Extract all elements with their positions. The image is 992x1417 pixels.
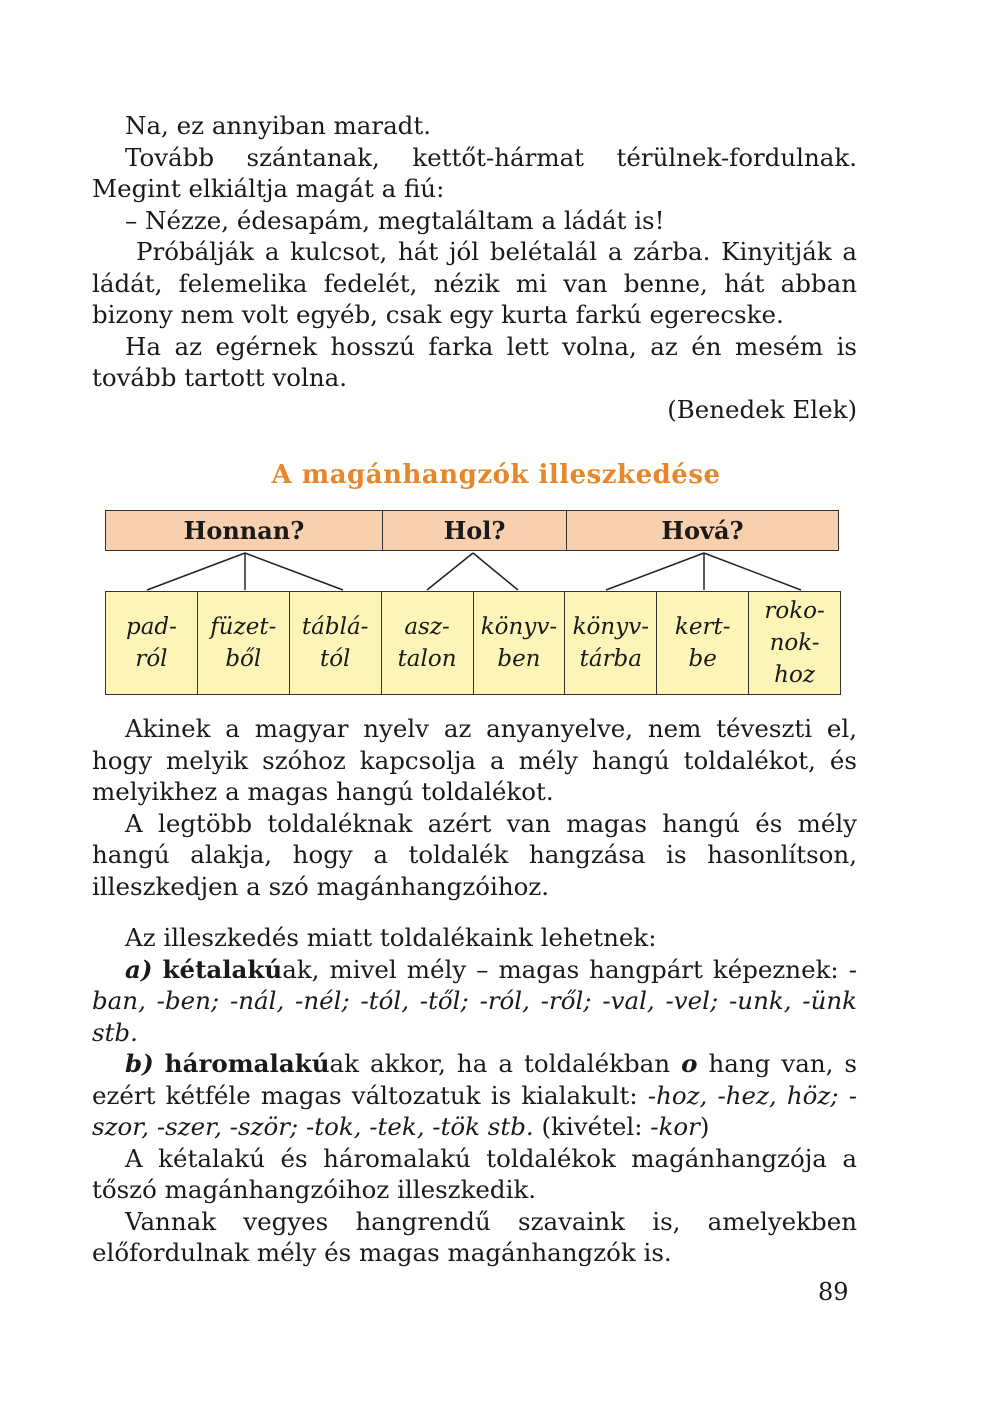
table-cell-row	[105, 591, 841, 695]
body-paragraph: Az illeszkedés miatt toldalékaink lehetnek:	[125, 923, 657, 952]
item-b-exception-value: -kor	[650, 1112, 700, 1141]
item-b-examples: -hoz, -hez, höz; -szor, -szer, -ször; -tok, -tek, -tök stb.	[92, 1080, 858, 1141]
page-number: 89	[818, 1278, 849, 1306]
item-b-text: ak akkor, ha a toldalékban	[329, 1049, 670, 1078]
item-a-label: a)	[125, 954, 153, 984]
table-cell: kert- be	[657, 592, 749, 694]
item-b-label: b)	[125, 1049, 154, 1078]
connector-line	[147, 553, 245, 590]
author-credit: (Benedek Elek)	[667, 394, 857, 424]
item-b-exception-label: (kivétel:	[541, 1112, 643, 1141]
item-a-text: ak, mivel mély – magas hangpárt képeznek:	[282, 954, 839, 984]
story-paragraph: – Nézze, édesapám, megtaláltam a ládát is!	[125, 205, 665, 235]
header-hova: Hová?	[661, 516, 744, 545]
table-cell: könyv- tárba	[565, 592, 657, 694]
story-paragraph: Próbálják a kulcsot, hát jól belétalál a zárba. Kinyitják a ládát, felemelika fedelét, nézik mi van benne, hát abban bizony nem volt egyéb, csak egy kurta farkú egerecske.	[92, 237, 857, 329]
header-hol: Hol?	[383, 511, 567, 550]
body-paragraph: A kétalakú és háromalakú toldalékok magánhangzója a tőszó magánhangzóihoz illeszkedik.	[92, 1143, 857, 1204]
body-paragraph: Vannak vegyes hangrendű szavaink is, amelyekben előfordulnak mély és magas magánhangzók is.	[92, 1206, 857, 1267]
table-cell: roko- nok- hoz	[764, 598, 825, 688]
list-item-b	[92, 1048, 857, 1143]
body-paragraph: Akinek a magyar nyelv az anyanyelve, nem téveszti el, hogy melyik szóhoz kapcsolja a mély hangú toldalékot, és melyikhez a magas hangú toldalékot.	[92, 714, 857, 806]
connector-line	[427, 553, 473, 590]
item-b-term: háromalakú	[164, 1049, 330, 1078]
list-item-a	[92, 954, 857, 1049]
table-cell: könyv- ben	[474, 592, 566, 694]
connector-line	[473, 553, 518, 590]
body-paragraph: A legtöbb toldaléknak azért van magas hangú és mély hangú alakja, hogy a toldalék hangzása is hasonlítson, illeszkedjen a szó magánhangzóihoz.	[92, 808, 857, 901]
connector-line	[606, 553, 704, 590]
connector-line	[704, 553, 801, 590]
table-header-row	[105, 510, 839, 551]
item-b-text2: hang van, s ezért kétféle magas változatuk is kialakult:	[92, 1049, 858, 1110]
header-honnan: Honnan?	[106, 511, 383, 550]
table-cell: asz- talon	[382, 592, 474, 694]
item-b-exception-end: )	[699, 1112, 710, 1141]
table-cell: táblá- tól	[290, 592, 382, 694]
table-cell: pad- ról	[106, 592, 198, 694]
table-cell: füzet- ből	[198, 592, 290, 694]
item-a-term: kétalakú	[162, 954, 283, 984]
item-b-vowel: o	[681, 1049, 698, 1078]
connector-line	[245, 553, 343, 590]
story-paragraph: Ha az egérnek hosszú farka lett volna, az én mesém is tovább tartott volna.	[92, 331, 857, 392]
item-a-examples: -ban, -ben; -nál, -nél; -tól, -től; -ról, -ről; -val, -vel; -unk, -ünk stb.	[92, 954, 857, 1047]
story-paragraph: Na, ez annyiban maradt.	[125, 111, 431, 140]
story-paragraph: Tovább szántanak, kettőt-hármat térülnek-fordulnak. Megint elkiáltja magát a fiú:	[92, 142, 857, 203]
section-title: A magánhangzók illeszkedése	[271, 460, 721, 490]
